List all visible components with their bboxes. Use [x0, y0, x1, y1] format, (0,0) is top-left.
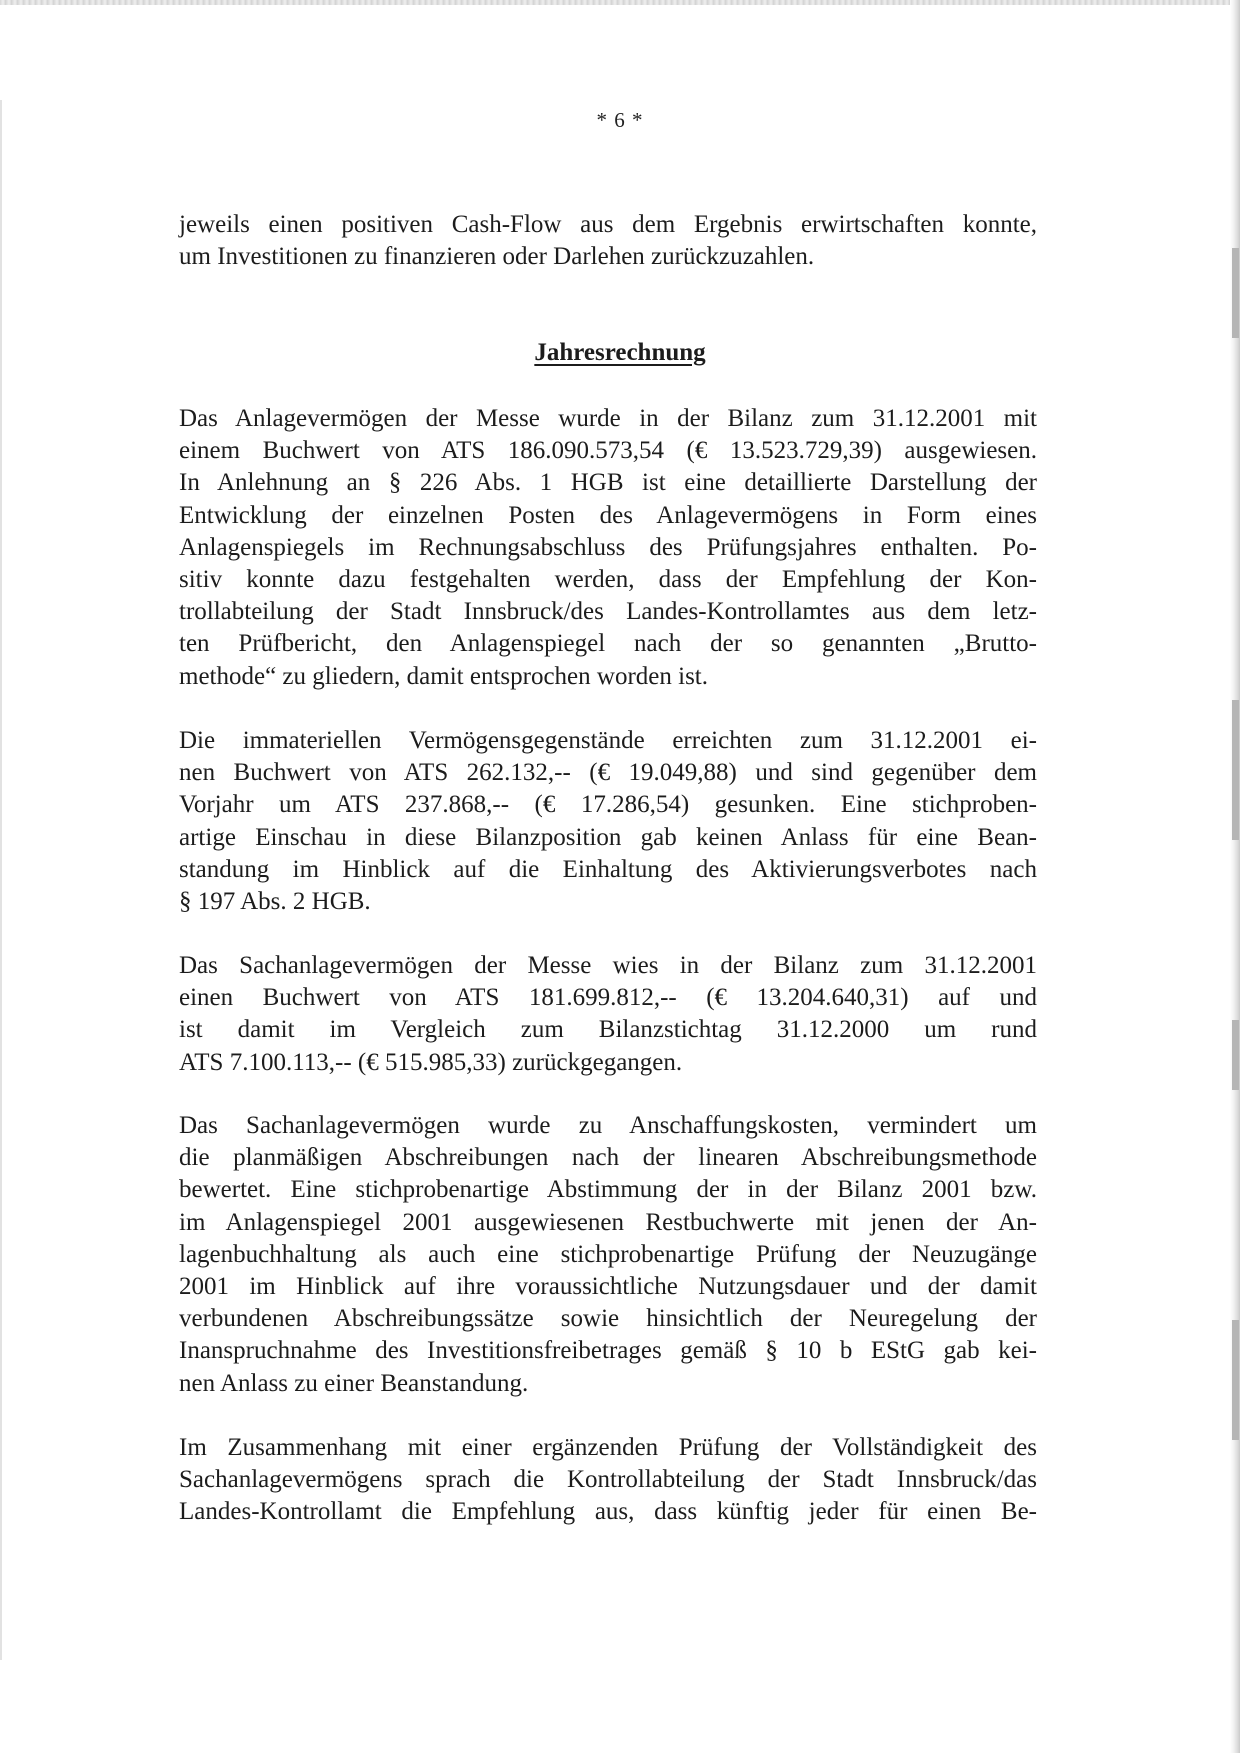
text-line: artige Einschau in diese Bilanzposition gab keinen Anlass für eine Bean-: [179, 823, 1037, 851]
text-line: lagenbuchhaltung als auch eine stichprobenartige Prüfung der Neuzugänge: [179, 1240, 1037, 1268]
text-line: methode“ zu gliedern, damit entsprochen worden ist.: [179, 662, 709, 690]
text-line: Vorjahr um ATS 237.868,-- (€ 17.286,54) gesunken. Eine stichproben-: [179, 791, 1037, 819]
text-line: Das Anlagevermögen der Messe wurde in der Bilanz zum 31.12.2001 mit: [179, 405, 1037, 432]
text-line: Die immateriellen Vermögensgegenstände erreichten zum 31.12.2001 ei-: [179, 727, 1037, 754]
text-line: Anlagenspiegels im Rechnungsabschluss des Prüfungsjahres enthalten. Po-: [179, 533, 1037, 561]
text-line: sitiv konnte dazu festgehalten werden, dass der Empfehlung der Kon-: [179, 566, 1037, 594]
text-line: § 197 Abs. 2 HGB.: [179, 888, 371, 916]
text-line: standung im Hinblick auf die Einhaltung des Aktivierungsverbotes nach: [179, 855, 1037, 883]
text-line: die planmäßigen Abschreibungen nach der linearen Abschreibungsmethode: [179, 1144, 1037, 1172]
paragraph-immaterielle: [179, 725, 1037, 918]
text-line: Entwicklung der einzelnen Posten des Anlagevermögens in Form eines: [179, 501, 1037, 529]
text-line: bewertet. Eine stichprobenartige Abstimmung der in der Bilanz 2001 bzw.: [179, 1176, 1037, 1204]
page-number: * 6 *: [596, 108, 644, 132]
text-line: einem Buchwert von ATS 186.090.573,54 (€ 13.523.729,39) ausgewiesen.: [179, 437, 1037, 465]
text-line: ATS 7.100.113,-- (€ 515.985,33) zurückgegangen.: [179, 1048, 683, 1076]
text-line: verbundenen Abschreibungssätze sowie hinsichtlich der Neuregelung der: [179, 1305, 1037, 1333]
paragraph-anlagevermoegen: [179, 403, 1037, 693]
text-line: 2001 im Hinblick auf ihre voraussichtliche Nutzungsdauer und der damit: [179, 1273, 1037, 1301]
text-line: im Anlagenspiegel 2001 ausgewiesenen Restbuchwerte mit jenen der An-: [179, 1208, 1037, 1236]
scan-artifact: [1232, 1320, 1239, 1440]
text-line: nen Anlass zu einer Beanstandung.: [179, 1369, 529, 1397]
scan-artifact: [1232, 1020, 1239, 1090]
text-line: Das Sachanlagevermögen der Messe wies in der Bilanz zum 31.12.2001: [179, 952, 1037, 979]
text-line: ist damit im Vergleich zum Bilanzstichtag 31.12.2000 um rund: [179, 1016, 1037, 1044]
text-line: jeweils einen positiven Cash-Flow aus dem Ergebnis erwirtschaften konnte,: [179, 211, 1037, 238]
scan-artifact: [1232, 700, 1239, 840]
text-line: nen Buchwert von ATS 262.132,-- (€ 19.049,88) und sind gegenüber dem: [179, 759, 1037, 787]
text-line: Im Zusammenhang mit einer ergänzenden Prüfung der Vollständigkeit des: [179, 1434, 1037, 1461]
text-line: Das Sachanlagevermögen wurde zu Anschaffungskosten, vermindert um: [179, 1112, 1037, 1139]
section-heading: Jahresrechnung: [534, 339, 706, 366]
text-line: Inanspruchnahme des Investitionsfreibetrages gemäß § 10 b EStG gab kei-: [179, 1337, 1037, 1365]
text-line: trollabteilung der Stadt Innsbruck/des Landes-Kontrollamtes aus dem letz-: [179, 598, 1037, 626]
text-line: In Anlehnung an § 226 Abs. 1 HGB ist eine detaillierte Darstellung der: [179, 469, 1037, 497]
text-line: Landes-Kontrollamt die Empfehlung aus, dass künftig jeder für einen Be-: [179, 1498, 1037, 1526]
text-line: Sachanlagevermögens sprach die Kontrollabteilung der Stadt Innsbruck/das: [179, 1466, 1037, 1494]
paragraph-vollstaendigkeit: [179, 1432, 1037, 1529]
paragraph-bewertung: [179, 1110, 1037, 1400]
text-line: um Investitionen zu finanzieren oder Darlehen zurückzuzahlen.: [179, 243, 815, 271]
intro-paragraph: [179, 209, 1037, 273]
scan-edge-left: [0, 100, 2, 1660]
text-line: ten Prüfbericht, den Anlagenspiegel nach der so genannten „Brutto-: [179, 630, 1037, 658]
paragraph-sachanlagevermoegen: [179, 950, 1037, 1079]
scan-artifact: [1232, 248, 1239, 338]
scan-edge-top: [0, 0, 1240, 5]
text-line: einen Buchwert von ATS 181.699.812,-- (€ 13.204.640,31) auf und: [179, 984, 1037, 1012]
